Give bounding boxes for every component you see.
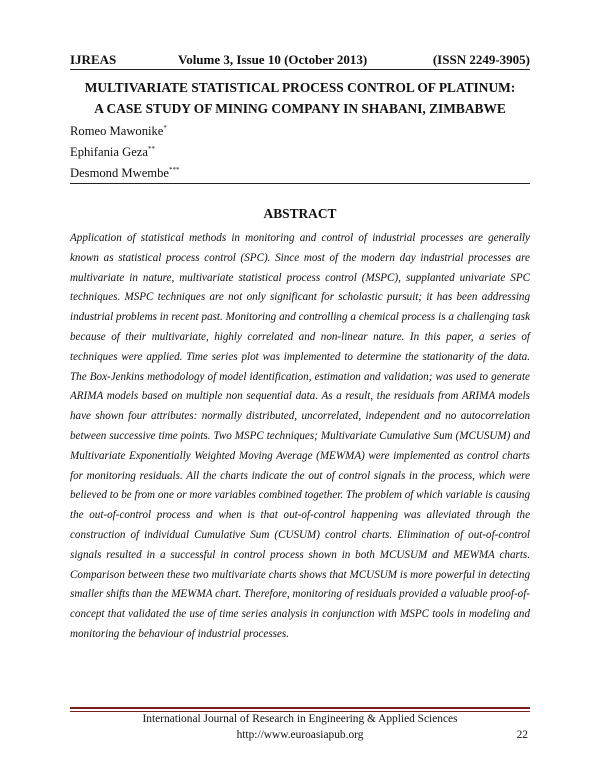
- author-affiliation-mark: **: [147, 144, 155, 153]
- author-affiliation-mark: ***: [169, 165, 180, 174]
- author-affiliation-mark: *: [163, 123, 167, 132]
- footer-journal-name: International Journal of Research in Engineering & Applied Sciences: [142, 713, 458, 725]
- footer-url-link[interactable]: http://www.euroasiapub.org: [236, 729, 364, 741]
- paper-title-line-2: A CASE STUDY OF MINING COMPANY IN SHABANI, ZIMBABWE: [94, 101, 506, 116]
- header-divider: [70, 69, 530, 70]
- paper-title-line-1: MULTIVARIATE STATISTICAL PROCESS CONTROL OF PLATINUM:: [84, 80, 516, 95]
- paper-title: [70, 77, 530, 119]
- author-name: Romeo Mawonike: [70, 124, 164, 138]
- running-header: [70, 52, 530, 68]
- footer-divider-thin: [70, 711, 530, 712]
- author-divider: [70, 183, 530, 184]
- author-list: [70, 121, 180, 184]
- header-issn: (ISSN 2249-3905): [432, 52, 530, 67]
- author: [70, 142, 180, 163]
- abstract-body: Application of statistical methods in monitoring and control of industrial processes are generally known as statistical process control (SPC). Since most of the modern day industrial processes are multivariate in nature, multivariate statistical process control (MSPC), supplanted univariate SPC techniques. MSPC techniques are not only significant for scholastic pursuit; it has been addressing industrial problems in recent past. Monitoring and controlling a chemical process is a challenging task because of their multivariate, highly correlated and non-linear nature. In this paper, a series of techniques were applied. Time series plot was implemented to determine the stationarity of the data. The Box-Jenkins methodology of model identification, estimation and validation; was used to generate ARIMA models based on multiple non sequential data. As a result, the residuals from ARIMA models have shown four attributes: normally distributed, uncorrelated, independent and no autocorrelation between successive time points. Two MSPC techniques; Multivariate Cumulative Sum (MCUSUM) and Multivariate Exponentially Weighted Moving Average (MEWMA) were implemented as control charts for monitoring residuals. All the charts indicate the out of control signals in the process, which were believed to be from one or more variables combined together. The problem of which variable is causing the out-of-control process and when is that out-of-control happening was alleviated through the construction of individual Cumulative Sum (CUSUM) control charts. Elimination of out-of-control signals resulted in a successful in control process shown in both MCUSUM and MEWMA charts. Comparison between these two multivariate charts shows that MCUSUM is more powerful in detecting smaller shifts than the MEWMA chart. Therefore, monitoring of residuals provided a valuable proof-of-concept that validated the use of time series analysis in conjunction with MSPC tools in modeling and monitoring the behaviour of industrial processes.: [70, 232, 530, 640]
- header-journal-name: IJREAS: [70, 52, 117, 67]
- author: [70, 121, 180, 142]
- abstract-heading: ABSTRACT: [263, 206, 337, 221]
- page-number: 22: [516, 729, 528, 741]
- header-volume-issue: Volume 3, Issue 10 (October 2013): [178, 52, 368, 67]
- footer-divider-thick: [70, 707, 530, 709]
- author: [70, 163, 180, 184]
- author-name: Desmond Mwembe: [70, 166, 169, 180]
- author-name: Ephifania Geza: [70, 145, 148, 159]
